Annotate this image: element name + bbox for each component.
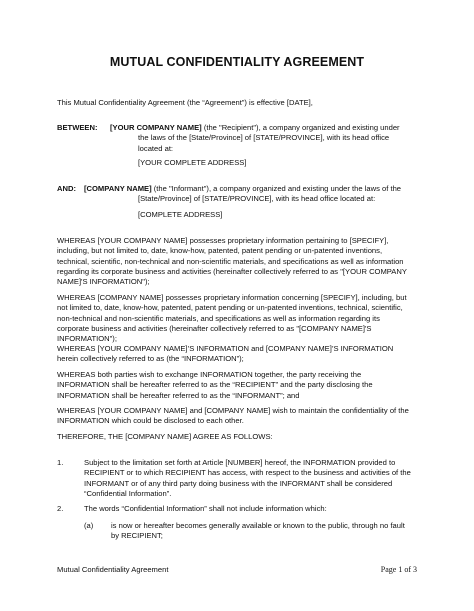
clause2a-text [111,521,405,542]
whereas2-line: WHEREAS [COMPANY NAME] possesses proprietary information concerning [SPECIFY], including, but [57,293,407,302]
whereas2-line: non-technical and non-scientific materials, and specifications as well as information regarding its [57,313,380,323]
clause1-line: INFORMANT or of any third party doing business with the INFORMANT shall be considered [84,478,393,488]
whereas4-line: WHEREAS both parties wish to exchange INFORMATION together, the party receiving the [57,370,362,379]
between-company: [YOUR COMPANY NAME] [110,123,202,132]
document-title: MUTUAL CONFIDENTIALITY AGREEMENT [109,55,365,69]
whereas1-line: NAME]'S INFORMATION"); [57,277,150,287]
between-line1: (the "Recipient"), a company organized and existing under [201,123,400,132]
whereas2-paragraph [57,293,407,344]
whereas5-line: INFORMATION which could be disclosed to each other. [57,416,244,426]
therefore-paragraph: THEREFORE, THE [COMPANY NAME] AGREE AS FOLLOWS: [57,432,273,441]
clause1-line: RECIPIENT or to which RECIPIENT has access, with respect to the business and activities of the [84,468,411,478]
footer-document-name: Mutual Confidentiality Agreement [57,565,169,574]
clause1-text [84,458,411,499]
whereas5-line: WHEREAS [YOUR COMPANY NAME] and [COMPANY NAME] wish to maintain the confidentiality of the [57,406,409,415]
whereas1-paragraph [57,236,407,287]
whereas1-line: WHEREAS [YOUR COMPANY NAME] possesses proprietary information pertaining to [SPECIFY], [57,236,389,245]
whereas2-line: not limited to, date, know-how, patented, patent pending or un-patented inventions, technical, scientific, [57,303,403,313]
clause2a-line: by RECIPIENT; [111,531,163,541]
whereas5-paragraph [57,406,409,427]
clause2-number: 2. [57,504,64,513]
clause2a-line: is now or hereafter becomes generally available or known to the public, through no fault [111,521,405,530]
between-line3: located at: [138,143,174,153]
and-label: AND: [57,184,76,193]
whereas4-paragraph [57,370,373,401]
between-party-line1 [110,123,400,133]
clause1-line: “Confidential Information”. [84,488,172,498]
and-company: [COMPANY NAME] [84,184,152,193]
whereas3-line: WHEREAS [YOUR COMPANY NAME]’S INFORMATION and [COMPANY NAME]’S INFORMATION [57,344,394,353]
whereas1-line: including, but not limited to, date, know-how, patented, patent pending or un-patented inventions, [57,246,383,256]
whereas1-line: regarding its corporate business and activities (hereinafter collectively referred to as "[YOUR COMPANY [57,266,407,276]
whereas1-line: technical, scientific, non-technical and non-scientific materials, and specifications as well as information [57,256,404,266]
clause1-line: Subject to the limitation set forth at Article [NUMBER] hereof, the INFORMATION provided to [84,458,396,467]
intro-paragraph: This Mutual Confidentiality Agreement (the “Agreement”) is effective [DATE], [57,98,313,107]
whereas3-line: herein collectively referred to as (the “INFORMATION”); [57,354,244,364]
between-address: [YOUR COMPLETE ADDRESS] [138,158,247,167]
whereas4-line: INFORMATION shall be hereafter referred to as the “RECIPIENT” and the party disclosing the [57,380,373,390]
between-line2: the laws of the [State/Province] of [STATE/PROVINCE], with its head office [138,133,390,143]
and-line1: (the "Informant"), a company organized and existing under the laws of the [151,184,402,193]
clause2a-number: (a) [84,521,94,530]
and-line2: [State/Province] of [STATE/PROVINCE], with its head office located at: [138,194,376,204]
whereas3-paragraph [57,344,393,365]
and-address: [COMPLETE ADDRESS] [138,210,223,219]
between-label: BETWEEN: [57,123,98,132]
clause2-text: The words “Confidential Information” shall not include information which: [84,504,327,513]
whereas2-line: INFORMATION"); [57,334,117,344]
footer-page-number: Page 1 of 3 [380,565,417,574]
whereas4-line: INFORMATION shall be hereafter referred to as the “INFORMANT”; and [57,390,300,400]
whereas2-line: corporate business and activities (hereinafter collectively referred to as "[COMPANY NAME]'S [57,323,372,333]
clause1-number: 1. [57,458,64,467]
and-party-line1 [84,184,401,194]
